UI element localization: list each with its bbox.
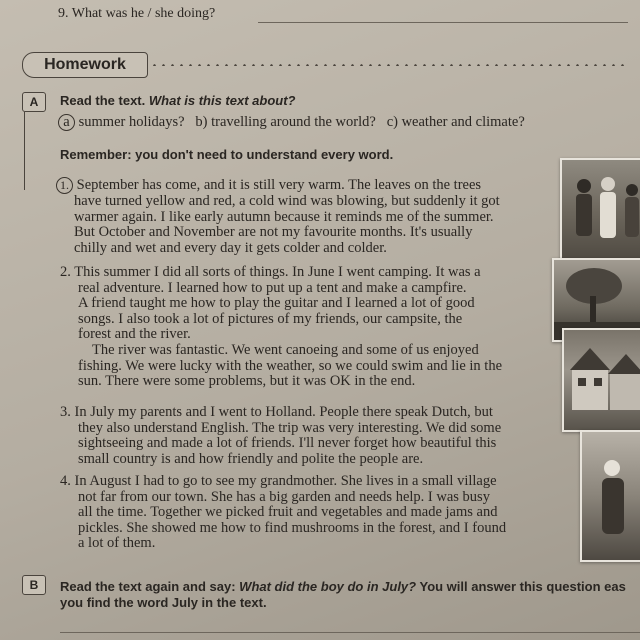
paragraph-2-line: forest and the river.	[78, 326, 191, 343]
paragraph-4-line: pickles. She showed me how to find mushrooms in the forest, and I found	[78, 519, 507, 536]
paragraph-3	[60, 405, 501, 467]
answer-line-bottom	[60, 632, 640, 633]
house-icon	[564, 330, 640, 430]
section-b-text-rest: You will answer this question eas	[416, 579, 626, 594]
remember-note: Remember: you don't need to understand every word.	[60, 147, 394, 162]
section-a-bracket	[24, 112, 25, 190]
section-b-text-line2: you find the word July in the text.	[60, 595, 267, 610]
paragraph-4-line: a lot of them.	[78, 535, 156, 552]
option-c: c) weather and climate?	[386, 114, 525, 130]
paragraph-4-line: not far from our town. She has a big garden and needs help. I was busy	[78, 488, 490, 505]
heading-dotted-rule	[150, 64, 630, 66]
instruction-question: What is this text about?	[148, 93, 296, 108]
paragraph-2	[60, 265, 502, 390]
paragraph-4	[60, 474, 506, 552]
photo-holland-houses	[562, 328, 640, 432]
paragraph-2-line: The river was fantastic. We went canoeing and some of us enjoyed	[92, 341, 479, 358]
paragraph-4-line: In August I had to go to see my grandmother. She lives in a small village	[74, 473, 497, 489]
homework-heading: Homework	[22, 52, 148, 78]
option-a-circled-letter: a	[58, 114, 75, 131]
photo-friends-group	[560, 158, 640, 266]
paragraph-1-line: chilly and wet and every day it gets colder and colder.	[74, 239, 387, 256]
paragraph-3-number: 3.	[60, 404, 71, 420]
section-a-label: A	[22, 92, 46, 112]
paragraph-4-line: all the time. Together we picked fruit and vegetables and made jams and	[78, 504, 498, 521]
paragraph-1-line: September has come, and it is still very warm. The leaves on the trees	[76, 177, 482, 193]
paragraph-2-line: sun. There were some problems, but it was OK in the end.	[78, 373, 416, 390]
option-a-text: summer holidays?	[78, 114, 185, 130]
paragraph-1-line: But October and November are not my favourite months. It's usually	[74, 224, 473, 241]
section-a-instruction	[60, 93, 296, 108]
paragraph-3-line: small country is and how friendly and polite the people are.	[78, 450, 424, 467]
photo-grandmother	[580, 430, 640, 562]
paragraph-3-line: they also understand English. The trip was very interesting. We did some	[78, 419, 502, 436]
section-b-label: B	[22, 575, 46, 595]
section-b-text: Read the text again and say:	[60, 579, 240, 594]
paragraph-2-line: real adventure. I learned how to put up a tent and make a campfire.	[78, 279, 467, 296]
paragraph-3-line: sightseeing and made a lot of friends. I'll never forget how beautiful this	[78, 435, 497, 452]
option-b: b) travelling around the world?	[195, 114, 376, 130]
paragraph-1-line: have turned yellow and red, a cold wind was blowing, but suddenly it got	[74, 193, 500, 209]
paragraph-1-number: 1.	[56, 177, 73, 194]
section-b-question: What did the boy do in July?	[239, 579, 417, 594]
instruction-text: Read the text.	[60, 93, 146, 108]
paragraph-2-line: songs. I also took a lot of pictures of my friends, our campsite, the	[78, 310, 463, 327]
answer-options	[58, 114, 525, 131]
paragraph-4-number: 4.	[60, 473, 71, 489]
question-9: 9. What was he / she doing?	[58, 6, 216, 21]
person-silhouette-icon	[582, 432, 640, 560]
paragraph-2-line: fishing. We were lucky with the weather, so we could swim and lie in the	[78, 357, 503, 374]
paragraph-1	[56, 177, 500, 256]
paragraph-2-line: A friend taught me how to play the guitar and I learned a lot of good	[78, 295, 475, 312]
paragraph-1-line: warmer again. I like early autumn because it reminds me of the summer.	[74, 208, 494, 225]
people-silhouette-icon	[562, 160, 640, 264]
paragraph-2-number: 2.	[60, 264, 71, 280]
paragraph-2-line: This summer I did all sorts of things. In June I went camping. It was a	[74, 264, 481, 280]
answer-line-9	[258, 22, 628, 23]
section-b-instruction	[60, 579, 626, 611]
paragraph-3-line: In July my parents and I went to Holland. People there speak Dutch, but	[74, 404, 493, 420]
